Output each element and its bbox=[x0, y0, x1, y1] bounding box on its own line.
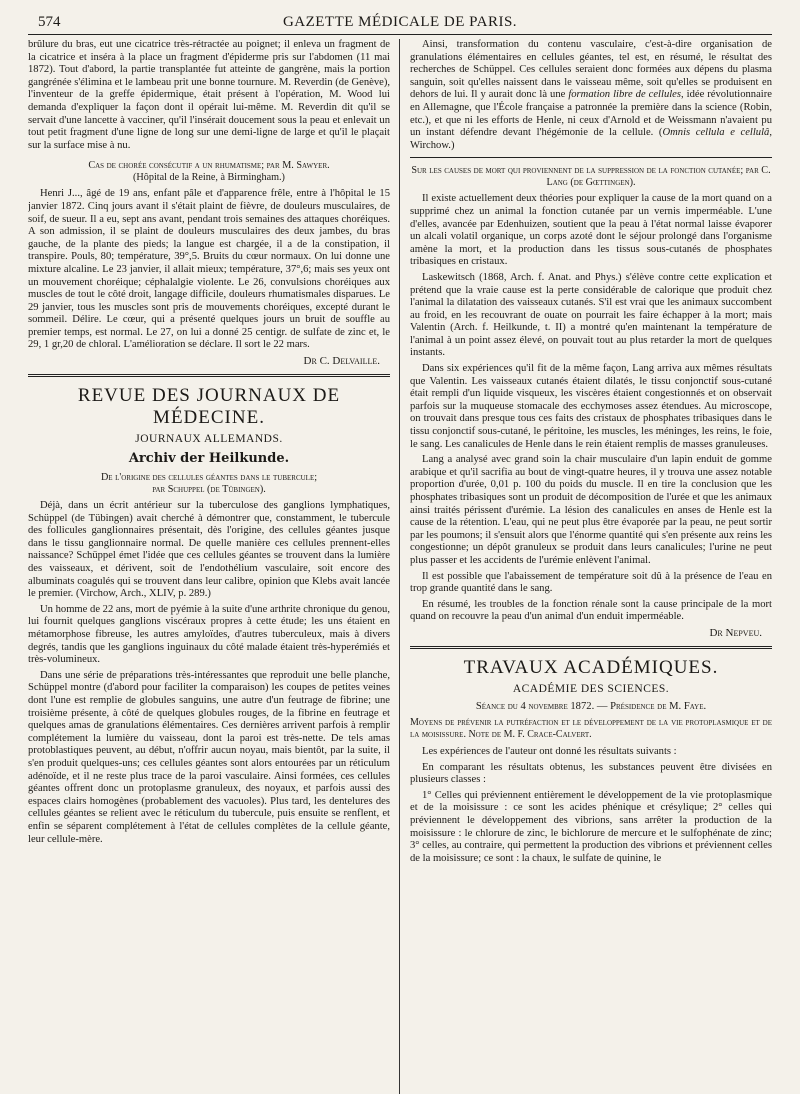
section-subtitle: ACADÉMIE DES SCIENCES. bbox=[512, 682, 670, 695]
paragraph: Henri J..., âgé de 19 ans, enfant pâle et d'apparence frêle, entre à l'hôpital le 15 janvier 1872. Cinq jours avant il s'était plaint de fièvre, de douleurs musculaires, de soif, de sueur. Il a eu, sept ans avant, pendant trois semaines des attaques choréiques. A son admission, il se plaint de douleurs musculaires des deux jambes, du bras gauche, de la plante des pieds; la langue est chargée, il a de la constipation, il transpire. Pouls, 80; température, 39°,5. Bruits du cœur normaux. On lui donne une mixture alcaline. Le 23 janvier, il allait mieux; température, 37°,6; mais ses yeux ont un mouvement choréique; céphalalgie violente. Le 26, convulsions choréiques aux muscles de tout le côté droit, langage difficile, douleurs rhumatismales disparues. Le 29 janvier, tous les muscles sont pris de mouvements choréiques, excepté durant le sommeil. Délire. Le cœur, qui a présenté quelques jours un bruit de souffle au premier temps, est normal. Le 27, on lui a donné 25 centigr. de sulfate de zinc et, le 29, 1 gr,20 de chloral. L'amélioration se déclare. Il sort le 22 mars. bbox=[28, 188, 390, 351]
column-divider bbox=[399, 39, 400, 1094]
article-subheading: par Schuppel (de Tübingen). bbox=[152, 484, 266, 496]
journal-title: Archiv der Heilkunde. bbox=[128, 451, 290, 467]
section-title: REVUE DES JOURNAUX DE MÉDECINE. bbox=[77, 385, 341, 429]
signature: Dr C. Delvaille. bbox=[303, 355, 380, 368]
italic-quote: Omnis cellula e cellulâ bbox=[662, 127, 770, 139]
section-subtitle: JOURNAUX ALLEMANDS. bbox=[135, 433, 283, 446]
paragraph: En résumé, les troubles de la fonction rénale sont la cause principale de la mort quand on recouvre la peau d'un animal d'un enduit imperméable. bbox=[410, 598, 772, 623]
article-heading: Moyens de prévenir la putréfaction et le développement de la vie protoplasmique et de la moisissure. Note de M. F. Crace-Calvert. bbox=[410, 716, 772, 740]
article-divider bbox=[410, 157, 772, 158]
paragraph: 1° Celles qui préviennent entièrement le développement de la vie protoplasmique et de la moisissure : ce sont les acides phénique et crésylique; 2° celles qui préviennent le développement des vibrions, sans arrêter la production de la moisissure : le chlorure de zinc, le bichlorure de mercure et le sulfophénate de zinc; 3° celles, au contraire, qui permettent la production des vibrions et préviennent celles de la moisissure; ce sont : la chaux, le sulfate de quinine, le bbox=[410, 789, 772, 864]
article-heading: De l'origine des cellules géantes dans le tubercule; bbox=[100, 472, 318, 484]
paragraph: Il est possible que l'abaissement de température soit dû à la présence de l'eau en trop grande quantité dans le sang. bbox=[410, 570, 772, 595]
article-heading: Cas de chorée consécutif a un rhumatisme; par M. Sawyer. bbox=[88, 160, 330, 172]
running-title: GAZETTE MÉDICALE DE PARIS. bbox=[282, 14, 518, 30]
article-subheading: (Hôpital de la Reine, à Birmingham.) bbox=[133, 172, 285, 184]
section-divider bbox=[410, 646, 772, 649]
text-run: , idée révolutionnaire en Allemagne, que l'École française a patronnée la première dans la science (Robin, etc.), et que ni les efforts de Henle, ni ceux d'Arnold et de Weissmann n'avaient pu un instant défendre devant l'hégémonie de la cellule. ( bbox=[410, 89, 772, 139]
section-divider bbox=[28, 374, 390, 377]
left-column bbox=[28, 39, 390, 1094]
paragraph: Les expériences de l'auteur ont donné les résultats suivants : bbox=[422, 745, 677, 757]
columns bbox=[28, 39, 772, 1094]
section-title: TRAVAUX ACADÉMIQUES. bbox=[463, 656, 719, 678]
session-line: Séance du 4 novembre 1872. — Présidence de M. Faye. bbox=[475, 700, 707, 712]
italic-term: formation libre de cellules bbox=[568, 89, 682, 101]
paragraph: Dans une série de préparations très-intéressantes que reproduit une belle planche, Schüppel montre (d'abord pour faciliter la comparaison) les coupes de petites veines dont l'une est remplie de globules sanguins, une autre d'un feutrage de fibrine; une troisième présente, à côté de quelques globules rouges, de la fibrine en feutrage et quelques amas de granulations élémentaires. Ces dernières arrivent parfois à remplir complétement la lumière du vaisseau, dont la paroi est très-nette. De tels amas protoblastiques peuvent, au début, n'offrir aucun noyau, mais bientôt, par la suite, il s'en produit quelques-uns; ces cellules géantes sont alors entourées par un réticulum adénoïde, et il ne reste plus trace de la paroi vasculaire. Ainsi formées, ces cellules géantes offrent donc un protoplasme granuleux, des noyaux, et parfois aussi des espaces clairs homogènes (probablement des vacuoles). Plus tard, les dentelures des cellules géantes se relient avec le réticulum du tubercule, puis ensuite se renflent, et enfin se séparent complétement à l'état de cellules complètes de la cellule géante, leur cellule-mère. bbox=[28, 669, 390, 845]
page-header bbox=[28, 12, 772, 35]
paragraph: Laskewitsch (1868, Arch. f. Anat. and Phys.) s'élève contre cette explication et prétend que la vraie cause est la perte considérable de calorique que produit chez l'animal la dilatation des vaisseaux cutanés. S'il est vrai que les animaux succombent au froid, en les recouvrant de ouate on pourrait les faire échapper à la mort; mais Valentin (Arch. f. Heilkunde, t. II) a montré qu'en maintenant la température de l'animal à un point assez élevé, on pouvait tout au plus retarder la mort de quelques instants. bbox=[410, 271, 772, 359]
paragraph: Un homme de 22 ans, mort de pyémie à la suite d'une arthrite chronique du genou, lui fournit quelques ganglions viscéraux propres à cette étude; les uns étaient en métamorphose fibreuse, les autres amyloïdes, d'autres tuberculeux, mais à divers degrés, tandis que les ganglions inguinaux du côté malade étaient très-hyperémiés et très-volumineux. bbox=[28, 603, 390, 666]
signature: Dr Nepveu. bbox=[709, 626, 762, 639]
paragraph: Dans six expériences qu'il fit de la même façon, Lang arriva aux mêmes résultats que Valentin. Les vaisseaux cutanés étaient dilatés, le tissu conjonctif sous-cutané était rempli d'un liquide visqueux, les viscères étaient congestionnés et on observait parfois sur la muqueuse stomacale des ecchymoses assez étendues. Au microscope, on trouvait dans presque tous ces faits des cristaux de phosphates tribasiques dans le tissu conjonctif sous-cutané, le péritoine, les muscles, les méninges, les reins, le foie, le sang. Les canalicules de Henle dans le rein étaient remplis de masses granuleuses. bbox=[410, 363, 772, 450]
paragraph: Lang a analysé avec grand soin la chair musculaire d'un lapin enduit de gomme arabique et qu'il sacrifia au bout de vingt-quatre heures, il y trouva une assez notable proportion d'urée, 0,01 p. 100 du poids du muscle. Il en tire la conclusion que les phosphates tribasiques sont un produit de décomposition de l'urée et que les animaux ainsi traités périssent d'urémie. La lésion des canalicules en anses de Henle est la cause de la rétention. L'eau, qui ne peut plus être évaporée par la peau, ne peut sortir par les poumons; il s'ensuit alors que l'énorme quantité qui s'en présente aux reins les congestionne; un dépôt granuleux se produit dans leurs canalicules; l'urine ne peut plus passer et les accidents de l'urémie enlèvent l'animal. bbox=[410, 454, 772, 566]
text-run: Ainsi, transformation du contenu vasculaire, c'est-à-dire organisation de granulations élémentaires en cellules géantes, tel est, en résumé, le résultat des recherches de Schüppel. Ces cellules seraient donc formées aux dépens du plasma sanguin, soit qu'elles naissent dans le vaisseau même, soit qu'elles se produisent en dehors de lui. Il y aurait donc là une bbox=[410, 39, 772, 101]
page-number: 574 bbox=[38, 14, 61, 30]
article-heading: Sur les causes de mort qui proviennent de la suppression de la fonction cutanée; par C. Lang (de Gœttingen). bbox=[411, 165, 771, 189]
paragraph: En comparant les résultats obtenus, les substances peuvent être divisées en plusieurs classes : bbox=[410, 761, 772, 786]
right-column bbox=[410, 39, 772, 1094]
paragraph: Déjà, dans un écrit antérieur sur la tuberculose des ganglions lymphatiques, Schüppel (de Tübingen) avait cherché à démontrer que, constamment, le tubercule des follicules ganglionnaires présentait, dès l'origine, des cellules géantes jusque dans le tissu ganglionnaire normal. De quelle manière ces cellules prennent-elles naissance? Schüppel émet l'idée que ces cellules géantes se trouvent dans la lumière des vaisseaux, et dérivent, soit de l'endothélium vasculaire, soit encore des albuminats coagulés qui se trouvent dans leur calibre, opinion que Klebs avait lancée le premier. (Virchow, Arch., XLIV, p. 289.) bbox=[28, 500, 390, 600]
paragraph: Il existe actuellement deux théories pour expliquer la cause de la mort quand on a supprimé chez un animal la fonction cutanée par un vernis imperméable. L'une d'elles, avancée par Edenhuizen, soutient que la peau à l'état normal laisse évaporer un alcali volatil organique, un corps azoté dont le séjour prolongé dans l'organisme amène la mort, et la production dans les tissus sous-cutanés de phosphates tribasiques en cristaux. bbox=[410, 193, 772, 268]
paragraph: brûlure du bras, eut une cicatrice très-rétractée au poignet; il enleva un fragment de la cicatrice et inséra à la place un fragment d'épiderme pris sur l'abdomen (11 mai 1872). Tout d'abord, la partie transplantée fut atteinte de gangrène, mais la portion gangrénée s'élimina et le lambeau prit une bonne tournure. M. Reverdin (de Genève), l'inventeur de la greffe épidermique, était présent à l'opération, M. Wood lui demanda d'expliquer la façon dont il opérait lui-même. M. Reverdin dit qu'il se servait d'une lancette à vacciner, qu'il l'insérait doucement sous la peau et enlevait un tout petit fragment d'une ligne de long sur une demi-ligne de large et qu'il le plaçait sur la surface mise à nu. bbox=[28, 39, 390, 151]
paragraph bbox=[410, 39, 772, 152]
text-run: , Wirchow.) bbox=[410, 127, 772, 151]
